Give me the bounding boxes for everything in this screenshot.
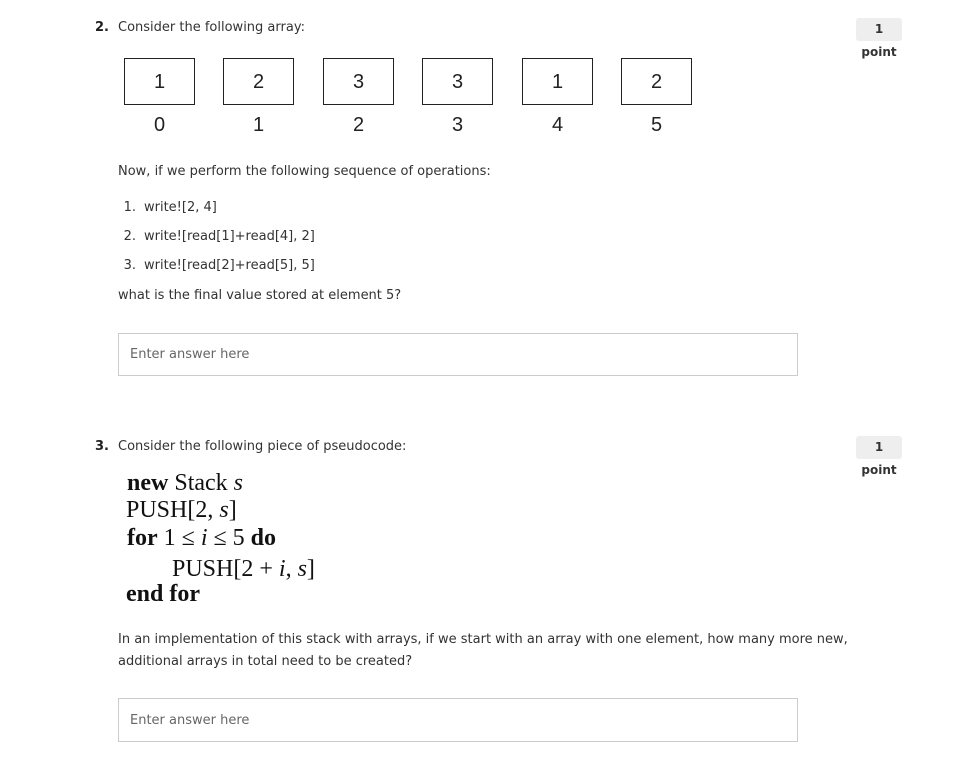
question-text: what is the final value stored at element 5? (118, 288, 402, 303)
operations-intro: Now, if we perform the following sequence of operations: (118, 164, 491, 179)
points-badge: 1 point (856, 436, 902, 459)
answer-input[interactable] (118, 333, 798, 376)
array-index: 4 (551, 114, 564, 136)
code-text: PUSH[2, (126, 497, 214, 523)
code-text: , (285, 556, 292, 582)
code-line (127, 470, 243, 497)
question-number: 2. (95, 20, 109, 35)
array-cell: 1 (124, 58, 195, 105)
code-line (126, 497, 237, 524)
array-cell: 3 (422, 58, 493, 105)
code-line (126, 581, 200, 608)
question-prompt: Consider the following array: (118, 20, 305, 35)
array-index: 3 (451, 114, 464, 136)
keyword: do (250, 525, 277, 551)
code-variable: i (200, 525, 208, 551)
keyword: new (127, 470, 169, 496)
operation-item (116, 200, 217, 215)
code-text: PUSH[2 + (172, 556, 273, 582)
keyword: for (127, 525, 158, 551)
operation-number: 2. (123, 229, 136, 244)
code-variable: s (233, 470, 244, 496)
code-variable: s (219, 497, 229, 523)
operation-item (116, 258, 315, 273)
operation-text: write![2, 4] (144, 200, 217, 215)
code-line (127, 525, 276, 552)
code-text: ≤ 5 (213, 525, 245, 551)
code-variable: s (297, 556, 307, 582)
operation-text: write![read[2]+read[5], 5] (144, 258, 315, 273)
code-text: ] (228, 497, 237, 523)
array-cell: 1 (522, 58, 593, 105)
answer-input[interactable] (118, 698, 798, 742)
operation-item (116, 229, 315, 244)
question-prompt: Consider the following piece of pseudocode: (118, 439, 407, 454)
question-number: 3. (95, 439, 109, 454)
operation-text: write![read[1]+read[4], 2] (144, 229, 315, 244)
operation-number: 3. (123, 258, 136, 273)
array-cell: 2 (223, 58, 294, 105)
array-index: 5 (650, 114, 663, 136)
question-text-line-2: additional arrays in total need to be created? (118, 654, 413, 669)
array-index: 2 (352, 114, 365, 136)
keyword: end (126, 581, 164, 607)
code-text: Stack (174, 470, 228, 496)
array-cell: 2 (621, 58, 692, 105)
operation-number: 1. (123, 200, 136, 215)
code-text: ] (306, 556, 315, 582)
code-line (172, 556, 315, 583)
array-index: 1 (252, 114, 265, 136)
points-badge: 1 point (856, 18, 902, 41)
keyword: for (169, 581, 201, 607)
array-cell: 3 (323, 58, 394, 105)
code-variable: i (278, 556, 286, 582)
array-index: 0 (153, 114, 166, 136)
question-text-line-1: In an implementation of this stack with arrays, if we start with an array with one element, how many more new, (118, 632, 848, 647)
code-text: 1 ≤ (163, 525, 195, 551)
